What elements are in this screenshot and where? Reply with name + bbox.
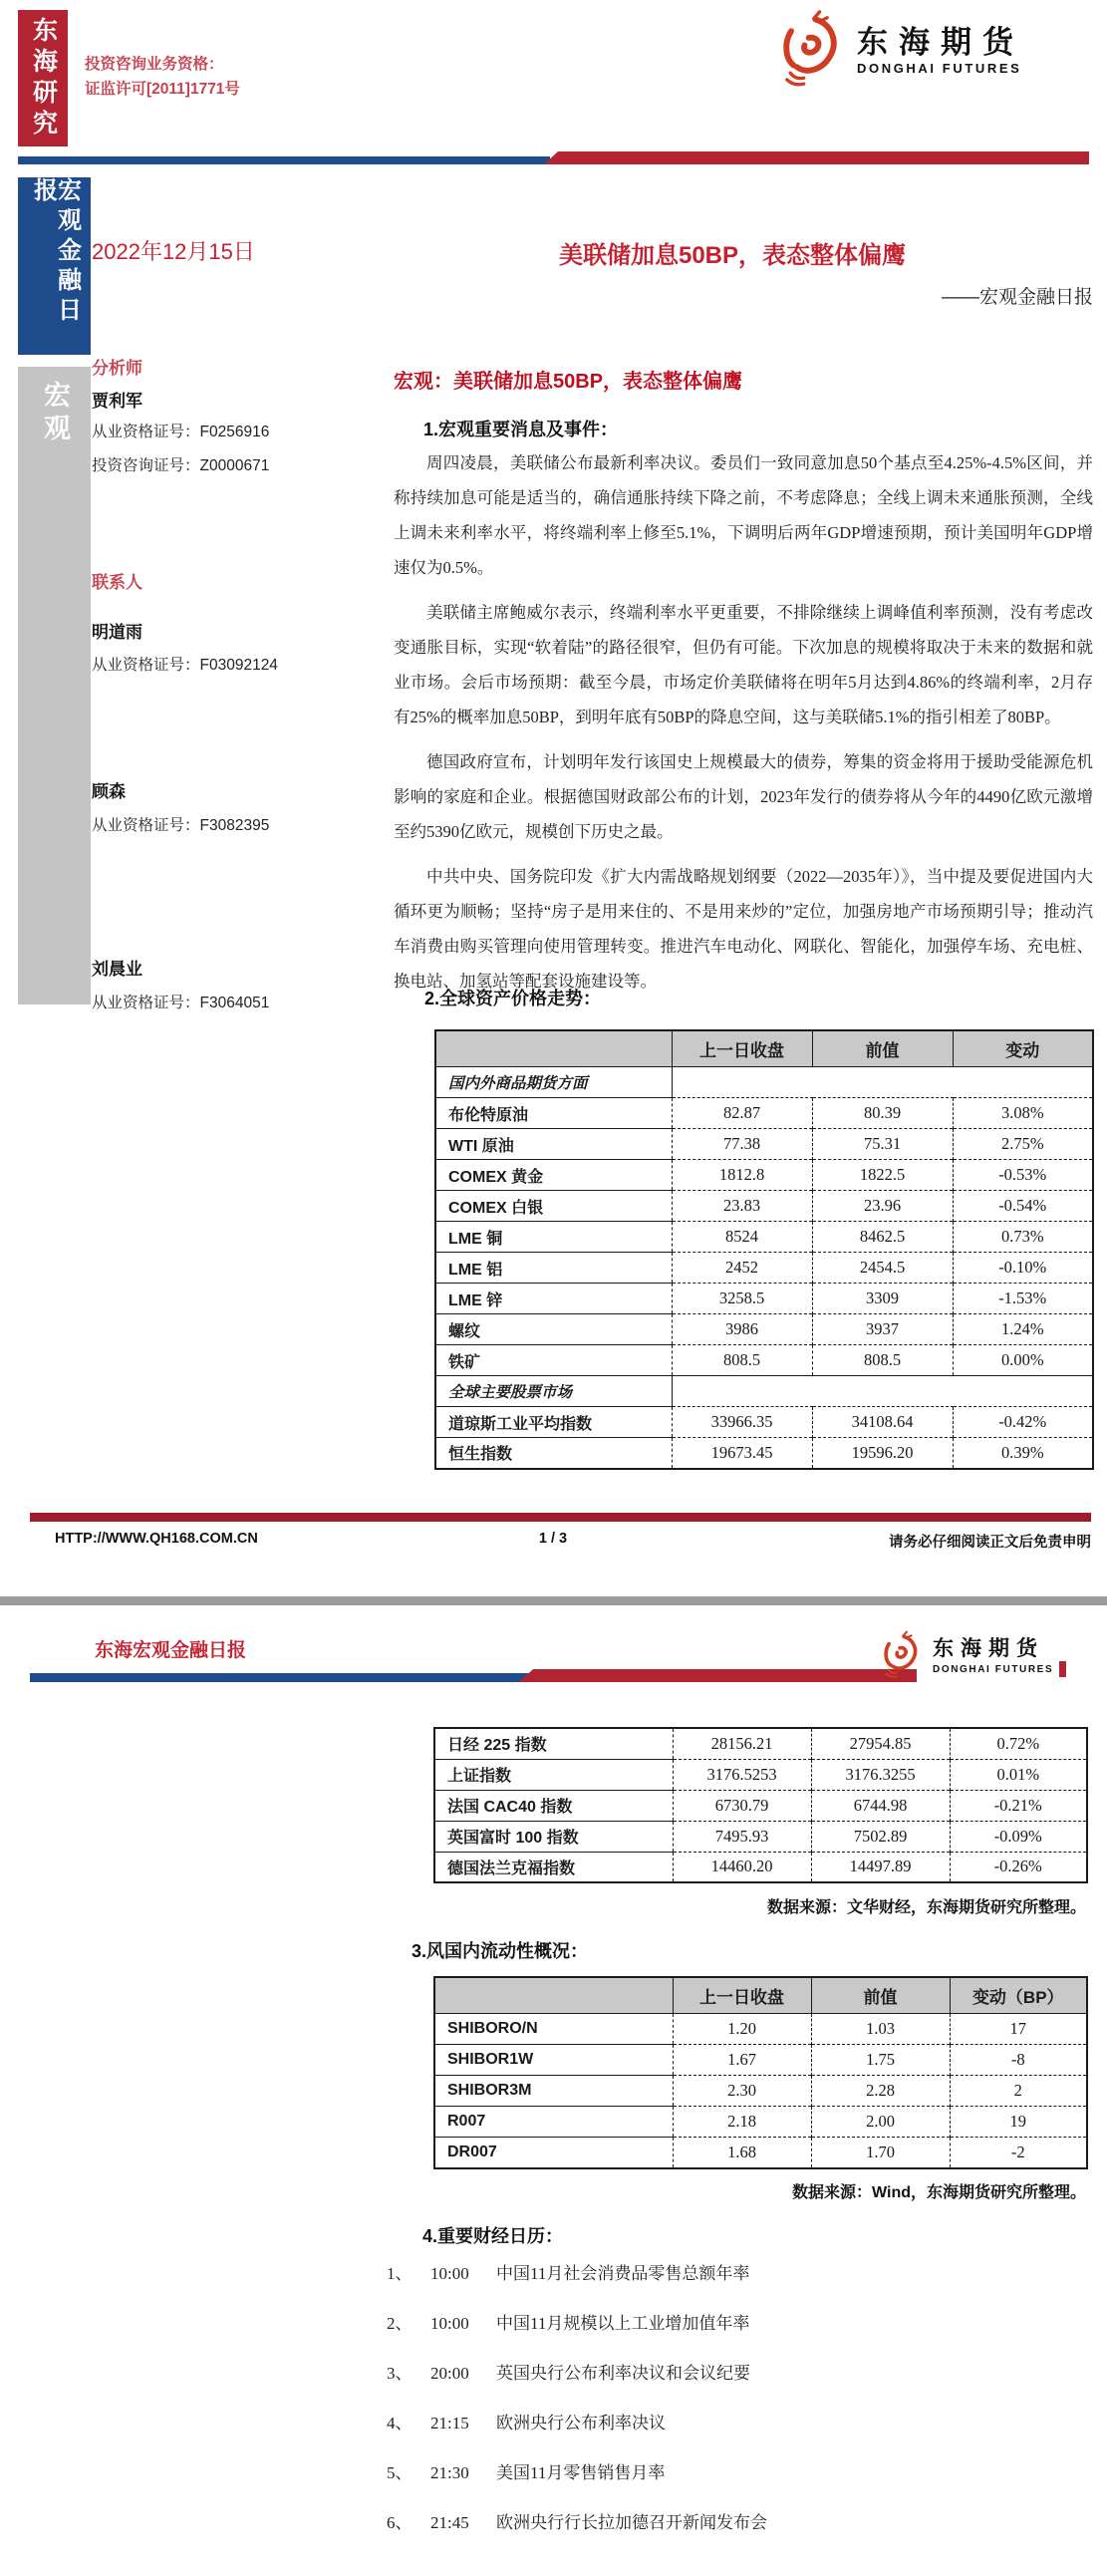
row-label: 恒生指数 [435, 1438, 672, 1469]
data-source-note: 数据来源：Wind，东海期货研究所整理。 [792, 2184, 1086, 2201]
table-row [435, 1438, 1093, 1469]
table-row [434, 2014, 1087, 2045]
row-label: 螺纹 [435, 1314, 672, 1345]
logo-cn-text: 东海期货 [933, 1637, 1044, 1660]
row-close: 1812.8 [672, 1160, 812, 1191]
row-label: LME 锌 [435, 1284, 672, 1314]
row-chg: -0.54% [953, 1191, 1093, 1222]
calendar-item-time: 10:00 [430, 2264, 469, 2283]
footer-disclaimer: 请务必仔细阅读正文后免责申明 [889, 1535, 1091, 1551]
row-close: 3986 [672, 1314, 812, 1345]
row-close: 3258.5 [672, 1284, 812, 1314]
report-title: 美联储加息50BP，表态整体偏鹰 [558, 242, 907, 269]
page2-divider-red [519, 1669, 917, 1682]
logo-red-bar [1059, 1661, 1066, 1677]
logo-en-label: DONGHAI FUTURES [857, 61, 1022, 76]
calendar-item-time: 21:45 [430, 2513, 469, 2532]
macro-section-heading: 宏观：美联储加息50BP，表态整体偏鹰 [394, 371, 743, 393]
row-prev: 19596.20 [812, 1438, 953, 1469]
table-header-row [434, 1977, 1087, 2014]
row-chg: 17 [950, 2014, 1087, 2045]
calendar-item-number: 5、 [387, 2463, 413, 2482]
row-chg: -0.53% [953, 1160, 1093, 1191]
table-row [434, 2107, 1087, 2138]
contact-cert: 从业资格证号：F03092124 [92, 657, 278, 674]
row-label: COMEX 白银 [435, 1191, 672, 1222]
company-logo [765, 6, 1024, 95]
row-label: SHIBOR3M [434, 2076, 673, 2107]
calendar-item-event: 中国11月规模以上工业增加值年率 [496, 2314, 750, 2333]
row-prev: 2454.5 [812, 1253, 953, 1284]
news-paragraphs [394, 445, 1093, 999]
row-close: 28156.21 [673, 1728, 811, 1759]
row-prev: 1822.5 [812, 1160, 953, 1191]
calendar-item-time: 21:15 [430, 2414, 469, 2433]
row-close: 19673.45 [672, 1438, 812, 1469]
contact-name: 顾森 [92, 782, 126, 801]
news-heading: 1.宏观重要消息及事件： [423, 420, 619, 439]
row-chg: -1.53% [953, 1284, 1093, 1314]
calendar-item-number: 2、 [387, 2314, 413, 2333]
sidebar-section-box [18, 367, 91, 1004]
row-label: 德国法兰克福指数 [434, 1852, 673, 1882]
news-paragraph: 中共中央、国务院印发《扩大内需战略规划纲要（2022—2035年）》，当中提及要促进国内大循环更为顺畅；坚持“房子是用来住的、不是用来炒的”定位，加强房地产市场预期引导；推动汽车消费由购买管理向使用管理转变。推进汽车电动化、网联化、智能化，加强停车场、充电桩、换电站、加氢站等配套设施建设等。 [394, 867, 1093, 991]
report-date: 2022年12月15日 [92, 239, 255, 264]
calendar-item-number: 1、 [387, 2264, 413, 2283]
footer-divider-bar [30, 1513, 1091, 1522]
logo-text [857, 25, 1024, 76]
row-close: 6730.79 [673, 1790, 811, 1821]
table-header-row [435, 1030, 1093, 1067]
contact-name: 刘晨业 [92, 960, 142, 979]
row-prev: 7502.89 [811, 1821, 950, 1852]
table-row [434, 1728, 1087, 1759]
table-row [435, 1284, 1093, 1314]
table-row [435, 1222, 1093, 1253]
analyst-cert1: 从业资格证号：F0256916 [92, 424, 270, 440]
row-close: 33966.35 [672, 1407, 812, 1438]
row-label: 全球主要股票市场 [435, 1376, 672, 1407]
calendar-item-time: 10:00 [430, 2314, 469, 2333]
table-row [434, 1790, 1087, 1821]
row-close: 3176.5253 [673, 1759, 811, 1790]
row-prev: 23.96 [812, 1191, 953, 1222]
main-text-block [394, 349, 1093, 1029]
row-chg: -0.10% [953, 1253, 1093, 1284]
row-label: 上证指数 [434, 1759, 673, 1790]
table-row [434, 1852, 1087, 1882]
news-paragraph: 美联储主席鲍威尔表示，终端利率水平更重要，不排除继续上调峰值利率预测，没有考虑改变通胀目标，实现“软着陆”的路径很窄，但仍有可能。下次加息的规模将取决于未来的数据和就业市场。会后市场预期：截至今晨，市场定价美联储将在明年5月达到4.86%的终端利率，2月存有25%的概率加息50BP，到明年底有50BP的降息空间，这与美联储5.1%的指引相差了80BP。 [394, 603, 1093, 726]
calendar-item-event: 中国11月社会消费品零售总额年率 [496, 2264, 750, 2283]
header-cell-chg: 变动 [953, 1030, 1093, 1067]
row-chg [953, 1376, 1093, 1407]
qualification-line2: 证监许可[2011]1771号 [85, 81, 240, 98]
row-prev: 14497.89 [811, 1852, 950, 1882]
calendar-item-event: 欧洲央行行长拉加德召开新闻发布会 [496, 2513, 767, 2532]
row-prev: 27954.85 [811, 1728, 950, 1759]
calendar-item-time: 20:00 [430, 2364, 469, 2383]
row-close: 77.38 [672, 1129, 812, 1160]
asset-table-heading: 2.全球资产价格走势： [424, 989, 602, 1008]
row-prev: 8462.5 [812, 1222, 953, 1253]
row-chg: 0.73% [953, 1222, 1093, 1253]
calendar-item-number: 6、 [387, 2513, 413, 2532]
row-prev: 1.70 [811, 2138, 950, 2168]
liquidity-table [433, 1976, 1088, 2169]
row-prev: 75.31 [812, 1129, 953, 1160]
table-row [434, 2045, 1087, 2076]
data-source-note: 数据来源：文华财经，东海期货研究所整理。 [766, 1899, 1086, 1916]
header-divider-red [544, 151, 1089, 164]
row-prev: 1.75 [811, 2045, 950, 2076]
row-close: 23.83 [672, 1191, 812, 1222]
row-label: 日经 225 指数 [434, 1728, 673, 1759]
table-row [434, 2076, 1087, 2107]
header-cell-close: 上一日收盘 [672, 1030, 812, 1067]
contact-cert: 从业资格证号：F3082395 [92, 817, 270, 834]
row-close: 2.30 [673, 2076, 811, 2107]
row-chg: -0.42% [953, 1407, 1093, 1438]
row-prev: 34108.64 [812, 1407, 953, 1438]
row-chg: 0.00% [953, 1345, 1093, 1376]
row-prev [812, 1376, 953, 1407]
table-row [435, 1345, 1093, 1376]
calendar-item [387, 2360, 1084, 2388]
table-row [435, 1098, 1093, 1129]
calendar-item-number: 3、 [387, 2364, 413, 2383]
row-chg: -0.21% [950, 1790, 1087, 1821]
calendar-item-time: 21:30 [430, 2463, 469, 2482]
page2-header-title: 东海宏观金融日报 [95, 1640, 247, 1661]
row-prev: 3937 [812, 1314, 953, 1345]
row-label: COMEX 黄金 [435, 1160, 672, 1191]
sidebar-report-box [18, 177, 91, 355]
table-row [434, 1759, 1087, 1790]
table-row [435, 1129, 1093, 1160]
footer-url: HTTP://WWW.QH168.COM.CN [55, 1531, 258, 1547]
row-label: SHIBOR1W [434, 2045, 673, 2076]
row-close: 8524 [672, 1222, 812, 1253]
row-chg: -0.26% [950, 1852, 1087, 1882]
row-chg: 2.75% [953, 1129, 1093, 1160]
row-chg: -2 [950, 2138, 1087, 2168]
sidebar-section-label: 宏观 [40, 381, 70, 446]
row-chg: -8 [950, 2045, 1087, 2076]
table-row [434, 1821, 1087, 1852]
row-chg: 1.24% [953, 1314, 1093, 1345]
report-subtitle: ——宏观金融日报 [941, 287, 1093, 308]
row-label: 布伦特原油 [435, 1098, 672, 1129]
calendar-item-event: 美国11月零售销售月率 [496, 2463, 666, 2482]
row-label: LME 铝 [435, 1253, 672, 1284]
row-prev: 3309 [812, 1284, 953, 1314]
logo-cn-text: 东海期货 [857, 25, 1024, 60]
calendar-item-number: 4、 [387, 2414, 413, 2433]
sidebar-research-box [18, 10, 68, 146]
header-cell-chg-bp: 变动（BP） [950, 1977, 1087, 2014]
row-chg: 19 [950, 2107, 1087, 2138]
table-row [435, 1160, 1093, 1191]
table-row [435, 1067, 1093, 1098]
row-chg [953, 1067, 1093, 1098]
row-prev: 6744.98 [811, 1790, 950, 1821]
row-chg: 3.08% [953, 1098, 1093, 1129]
row-label: 法国 CAC40 指数 [434, 1790, 673, 1821]
row-label: 英国富时 100 指数 [434, 1821, 673, 1852]
logo-en-label: DONGHAI FUTURES [933, 1663, 1054, 1675]
analyst-cert2: 投资咨询证号：Z0000671 [92, 457, 270, 474]
row-close [672, 1376, 812, 1407]
row-prev [812, 1067, 953, 1098]
news-paragraph: 德国政府宣布，计划明年发行该国史上规模最大的债券，筹集的资金将用于援助受能源危机影响的家庭和企业。根据德国财政部公布的计划，2023年发行的债券将从今年的4490亿欧元激增至约5390亿欧元，规模创下历史之最。 [394, 752, 1093, 841]
news-paragraph: 周四凌晨，美联储公布最新利率决议。委员们一致同意加息50个基点至4.25%-4.5%区间，并称持续加息可能是适当的，确信通胀持续下降之前，不考虑降息；全线上调未来通胀预测，全线上调未来利率水平，将终端利率上修至5.1%，下调明后两年GDP增速预期，预计美国明年GDP增速仅为0.5%。 [394, 453, 1093, 577]
row-label: 国内外商品期货方面 [435, 1067, 672, 1098]
row-close: 7495.93 [673, 1821, 811, 1852]
row-label: SHIBORO/N [434, 2014, 673, 2045]
contact-name: 明道雨 [92, 623, 142, 642]
calendar-item [387, 2310, 1084, 2338]
dragon-logo-icon [873, 1628, 925, 1685]
calendar-item [387, 2459, 1084, 2487]
header-cell-close: 上一日收盘 [673, 1977, 811, 2014]
row-close: 82.87 [672, 1098, 812, 1129]
row-close: 1.68 [673, 2138, 811, 2168]
table-row [435, 1407, 1093, 1438]
logo-en-text [857, 61, 1021, 76]
header-cell-prev: 前值 [812, 1030, 953, 1067]
footer-page-number: 1 / 3 [538, 1531, 568, 1547]
row-close: 2.18 [673, 2107, 811, 2138]
calendar-item [387, 2509, 1084, 2537]
row-label: 铁矿 [435, 1345, 672, 1376]
qualification-line1: 投资咨询业务资格： [85, 56, 224, 73]
row-label: DR007 [434, 2138, 673, 2168]
contact-label: 联系人 [92, 573, 142, 592]
table-row [435, 1314, 1093, 1345]
row-close: 808.5 [672, 1345, 812, 1376]
row-label: WTI 原油 [435, 1129, 672, 1160]
qualification-text [85, 52, 240, 102]
asset-price-table [434, 1029, 1094, 1470]
row-prev: 808.5 [812, 1345, 953, 1376]
row-close: 1.20 [673, 2014, 811, 2045]
logo-en-text [933, 1661, 1066, 1677]
company-logo-small [873, 1628, 1066, 1685]
header-cell-empty [434, 1977, 673, 2014]
row-chg: 0.72% [950, 1728, 1087, 1759]
table-row [435, 1191, 1093, 1222]
row-label: R007 [434, 2107, 673, 2138]
calendar-item-event: 英国央行公布利率决议和会议纪要 [496, 2364, 750, 2383]
header-divider-blue [18, 156, 550, 164]
calendar-item [387, 2410, 1084, 2437]
economic-calendar-list [387, 2260, 1084, 2559]
header-cell-prev: 前值 [811, 1977, 950, 2014]
row-close: 14460.20 [673, 1852, 811, 1882]
row-chg: 0.39% [953, 1438, 1093, 1469]
row-label: LME 铜 [435, 1222, 672, 1253]
row-close [672, 1067, 812, 1098]
logo-text [933, 1636, 1066, 1677]
contact-cert: 从业资格证号：F3064051 [92, 995, 270, 1011]
analyst-name: 贾利军 [92, 392, 142, 411]
table-row [434, 2138, 1087, 2168]
calendar-heading: 4.重要财经日历： [422, 2226, 564, 2246]
analyst-label: 分析师 [92, 359, 142, 378]
sidebar-report-label: 宏观金融日报 [29, 177, 81, 327]
row-chg: -0.09% [950, 1821, 1087, 1852]
table-row [435, 1253, 1093, 1284]
sidebar-research-label: 东海研究 [29, 16, 58, 141]
row-label: 道琼斯工业平均指数 [435, 1407, 672, 1438]
stock-index-table [433, 1727, 1088, 1883]
row-chg: 0.01% [950, 1759, 1087, 1790]
page2-divider-blue [30, 1673, 533, 1682]
table-row [435, 1376, 1093, 1407]
row-prev: 2.00 [811, 2107, 950, 2138]
page-separator [0, 1596, 1107, 1605]
calendar-item-event: 欧洲央行公布利率决议 [496, 2414, 666, 2433]
row-prev: 2.28 [811, 2076, 950, 2107]
row-close: 1.67 [673, 2045, 811, 2076]
row-close: 2452 [672, 1253, 812, 1284]
dragon-logo-icon [765, 6, 849, 95]
header-cell-empty [435, 1030, 672, 1067]
row-prev: 1.03 [811, 2014, 950, 2045]
row-chg: 2 [950, 2076, 1087, 2107]
row-prev: 3176.3255 [811, 1759, 950, 1790]
row-prev: 80.39 [812, 1098, 953, 1129]
liquidity-heading: 3.风国内流动性概况： [412, 1941, 589, 1961]
calendar-item [387, 2260, 1084, 2288]
